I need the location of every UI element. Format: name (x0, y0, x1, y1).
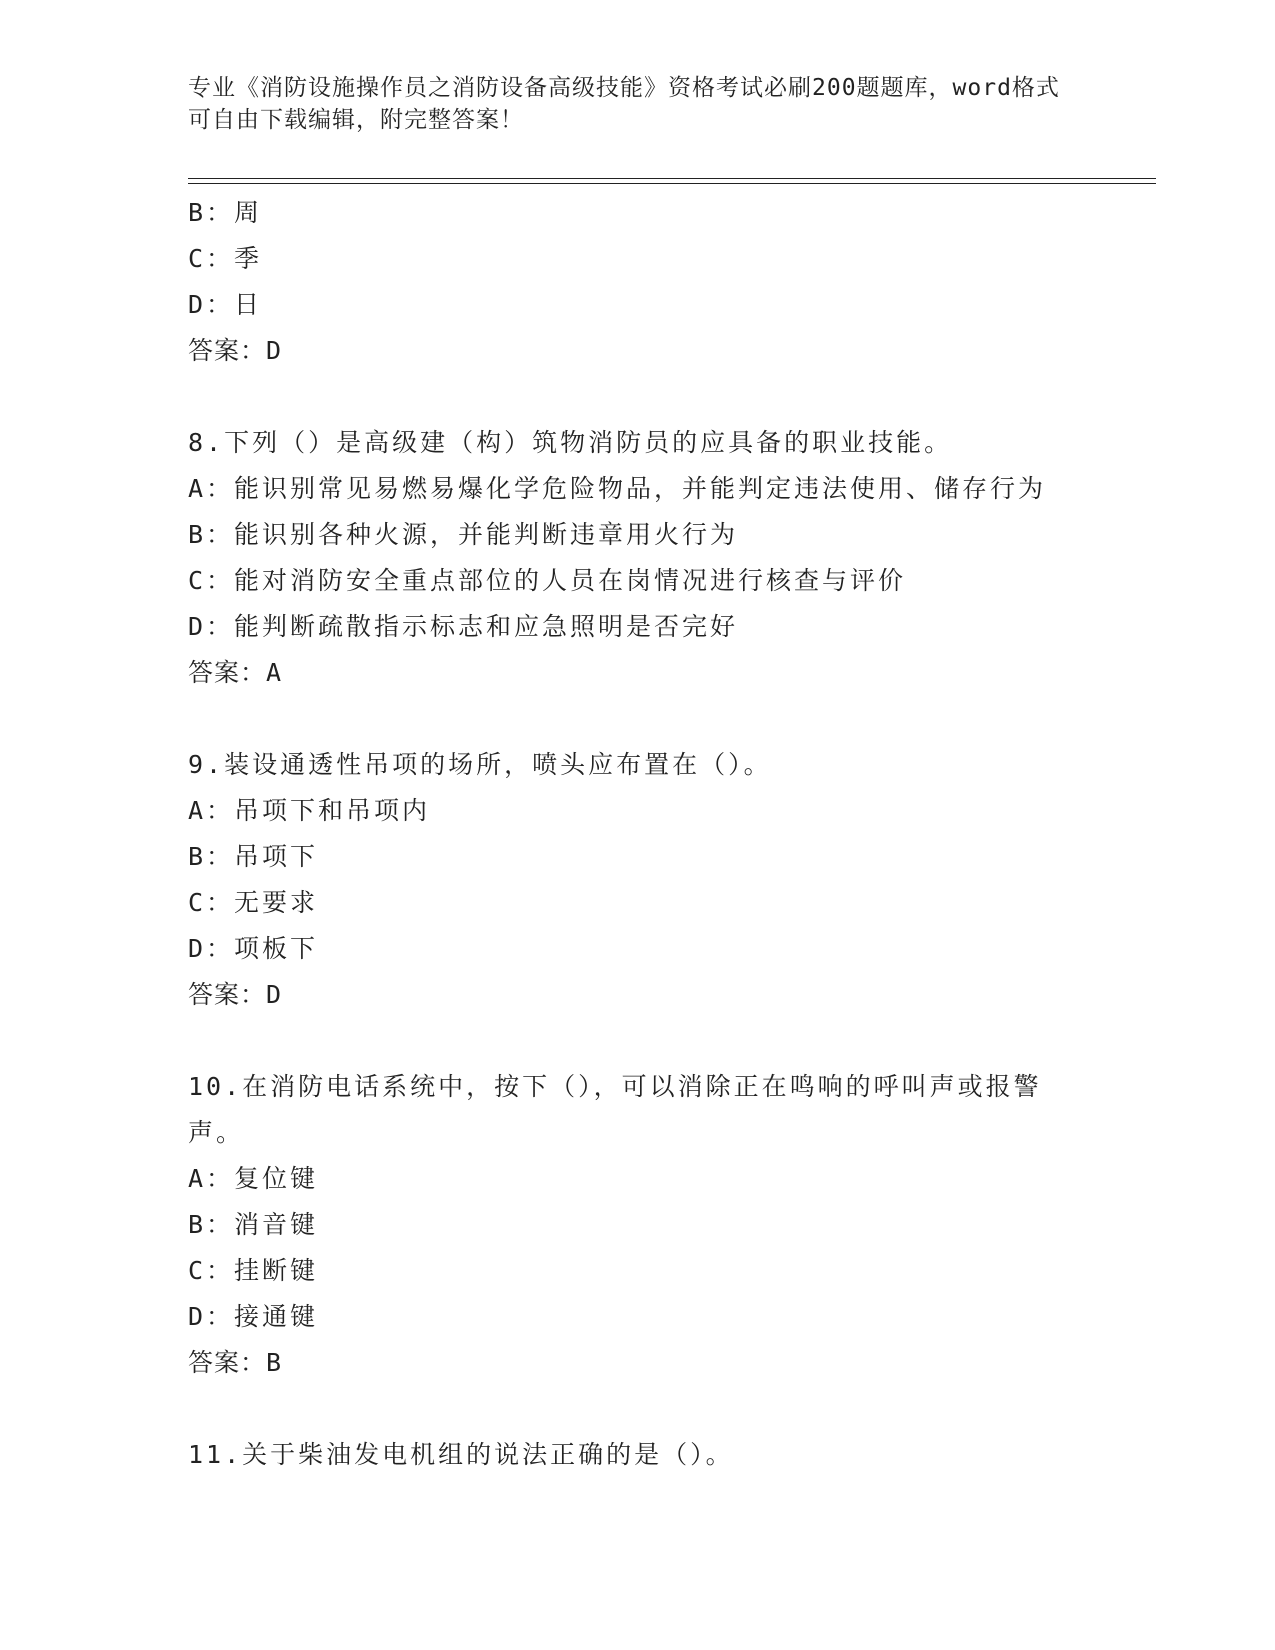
option-c: C：能对消防安全重点部位的人员在岗情况进行核查与评价 (188, 566, 907, 595)
answer-line: 答案：D (188, 336, 283, 365)
header-divider (188, 178, 1156, 184)
question-block-11 (188, 1432, 1088, 1478)
answer-line: 答案：D (188, 980, 283, 1009)
option-b: B：周 (188, 198, 263, 227)
question-stem: 10.在消防电话系统中，按下（），可以消除正在鸣响的呼叫声或报警声。 (188, 1072, 1042, 1147)
option-c: C：挂断键 (188, 1256, 319, 1285)
question-block-9 (188, 742, 1088, 1018)
option-b: B：消音键 (188, 1210, 319, 1239)
option-b: B：吊项下 (188, 842, 319, 871)
spacer (188, 1386, 1088, 1432)
option-a: A：能识别常见易燃易爆化学危险物品，并能判定违法使用、储存行为 (188, 474, 1047, 503)
option-d: D：能判断疏散指示标志和应急照明是否完好 (188, 612, 739, 641)
option-c: C：无要求 (188, 888, 319, 917)
question-block-10 (188, 1064, 1088, 1386)
question-block-8 (188, 420, 1088, 696)
question-stem: 8.下列（）是高级建（构）筑物消防员的应具备的职业技能。 (188, 428, 953, 457)
option-c: C：季 (188, 244, 263, 273)
document-body (188, 190, 1088, 1478)
spacer (188, 1018, 1088, 1064)
answer-line: 答案：A (188, 658, 283, 687)
spacer (188, 374, 1088, 420)
question-block-7 (188, 190, 1088, 374)
option-b: B：能识别各种火源，并能判断违章用火行为 (188, 520, 739, 549)
answer-line: 答案：B (188, 1348, 283, 1377)
option-a: A：复位键 (188, 1164, 319, 1193)
question-stem: 9.装设通透性吊项的场所，喷头应布置在（）。 (188, 750, 772, 779)
question-stem: 11.关于柴油发电机组的说法正确的是（）。 (188, 1440, 734, 1469)
option-d: D：日 (188, 290, 263, 319)
option-d: D：接通键 (188, 1302, 319, 1331)
option-a: A：吊项下和吊项内 (188, 796, 431, 825)
spacer (188, 696, 1088, 742)
option-d: D：项板下 (188, 934, 319, 963)
document-header: 专业《消防设施操作员之消防设备高级技能》资格考试必刷200题题库，word格式可自由下载编辑，附完整答案！ (188, 75, 1060, 133)
